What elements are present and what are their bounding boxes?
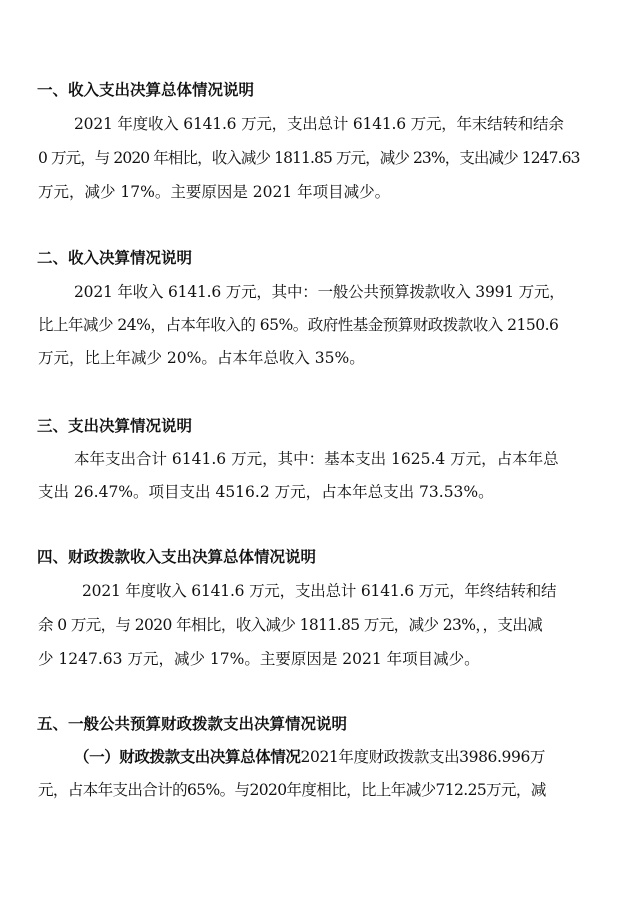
section-3-heading: 三、支出决算情况说明 (37, 417, 193, 435)
section-2-line-3: 万元，比上年减少 20%。占本年总收入 35%。 (38, 349, 365, 367)
section-1-line-2: 0 万元，与 2020 年相比，收入减少 1811.85 万元，减少 23%，支出减少 1247.63 (38, 149, 580, 167)
section-2-heading: 二、收入决算情况说明 (37, 249, 193, 267)
section-5-line-2: 元，占本年支出合计的65%。与2020年度相比，比上年减少712.25万元，减 (38, 781, 546, 799)
section-5-subheading: （一）财政拨款支出决算总体情况 (74, 748, 301, 766)
section-5-heading: 五、一般公共预算财政拨款支出决算情况说明 (37, 715, 348, 733)
section-5-line-1 (74, 747, 545, 767)
section-4-line-1: 2021 年度收入 6141.6 万元，支出总计 6141.6 万元，年终结转和结 (82, 582, 557, 600)
section-1-line-3: 万元，减少 17%。主要原因是 2021 年项目减少。 (38, 183, 391, 201)
section-2-line-2: 比上年减少 24%，占本年收入的 65%。政府性基金预算财政拨款收入 2150.6 (38, 316, 559, 334)
section-5-line-1-text: 2021年度财政拨款支出3986.996万 (300, 748, 546, 766)
section-3-line-1: 本年支出合计 6141.6 万元，其中：基本支出 1625.4 万元，占本年总 (74, 450, 559, 468)
section-4-line-2: 余 0 万元，与 2020 年相比，收入减少 1811.85 万元，减少 23%，，支出减 (38, 616, 543, 634)
section-4-line-3: 少 1247.63 万元，减少 17%。主要原因是 2021 年项目减少。 (38, 650, 480, 668)
section-4-heading: 四、财政拨款收入支出决算总体情况说明 (37, 548, 317, 566)
section-1-heading: 一、收入支出决算总体情况说明 (37, 81, 255, 99)
section-2-line-1: 2021 年收入 6141.6 万元，其中：一般公共预算拨款收入 3991 万元， (74, 283, 565, 301)
section-3-line-2: 支出 26.47%。项目支出 4516.2 万元，占本年总支出 73.53%。 (38, 483, 494, 501)
section-1-line-1: 2021 年度收入 6141.6 万元，支出总计 6141.6 万元，年末结转和结余 (74, 115, 564, 133)
